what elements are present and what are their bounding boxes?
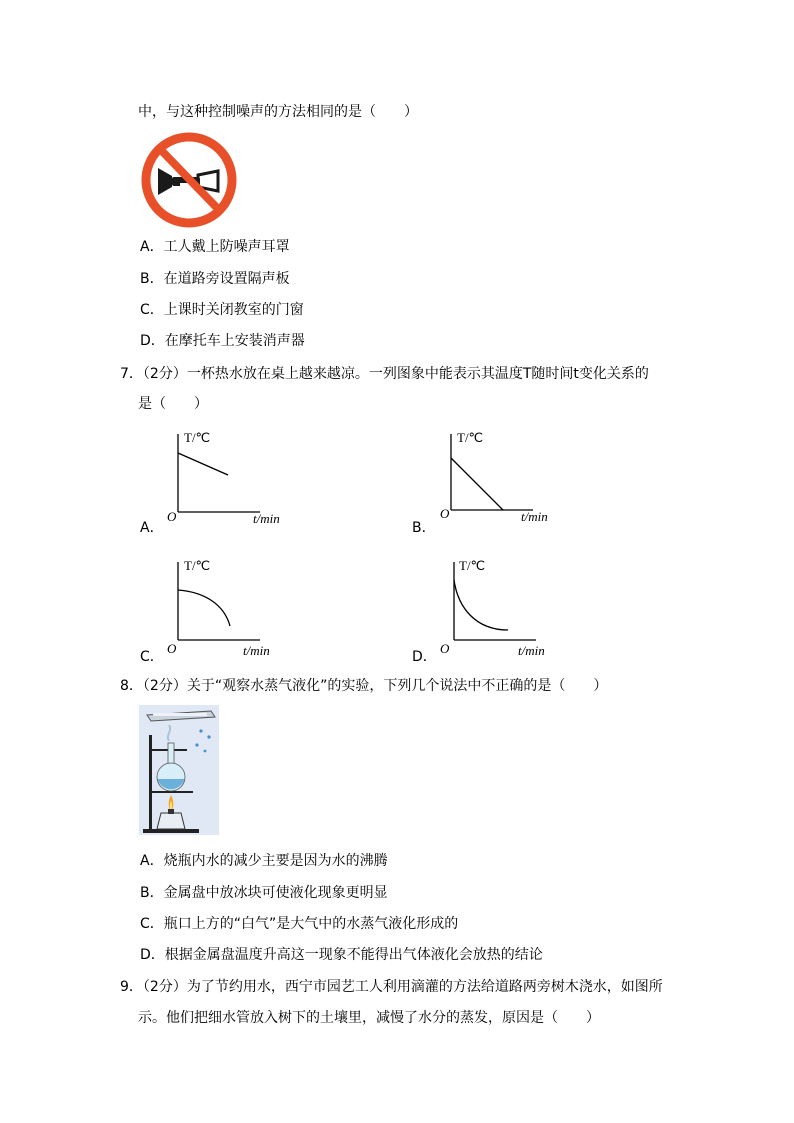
graph-c-origin: O [167, 641, 177, 656]
q6-option-c: C．上课时关闭教室的门窗 [140, 302, 304, 318]
graph-c-axes [160, 556, 280, 656]
graph-d-axes [436, 556, 556, 656]
q7-stem-line2: 是（ ） [138, 396, 208, 412]
graph-d-ylabel: T/℃ [459, 558, 486, 573]
graph-b-curve [451, 458, 503, 510]
q8-option-d: D．根据金属盘温度升高这一现象不能得出气体液化会放热的结论 [140, 947, 543, 963]
graph-a-xlabel: t/min [253, 511, 280, 526]
q6-option-d: D．在摩托车上安装消声器 [140, 333, 305, 349]
q6-option-a: A．工人戴上防噪声耳罩 [140, 239, 290, 255]
graph-d-xlabel: t/min [518, 643, 545, 658]
q8-option-a: A．烧瓶内水的减少主要是因为水的沸腾 [140, 853, 388, 869]
q9-stem-line2: 示。他们把细水管放入树下的土壤里，减慢了水分的蒸发，原因是（ ） [138, 1010, 600, 1026]
graph-a-curve [178, 453, 228, 475]
q9-stem-line1: 9．（2分）为了节约用水，西宁市园艺工人利用滴灌的方法给道路两旁树木浇水，如图所 [120, 979, 663, 995]
graph-c-xlabel: t/min [243, 643, 270, 658]
q8-option-b: B．金属盘中放冰块可使液化现象更明显 [140, 885, 388, 901]
graph-a-ylabel: T/℃ [184, 430, 211, 445]
graph-b-xlabel: t/min [521, 509, 548, 524]
graph-b-ylabel: T/℃ [457, 430, 484, 445]
graph-b-origin: O [440, 506, 450, 521]
graph-d-curve [454, 580, 508, 630]
q6-option-b: B．在道路旁设置隔声板 [140, 271, 290, 287]
q6-stem: 中，与这种控制噪声的方法相同的是（ ） [138, 104, 418, 120]
graph-b-label: B． [412, 520, 436, 536]
graph-c-ylabel: T/℃ [184, 558, 211, 573]
graph-d-label: D． [412, 649, 437, 665]
graph-a-origin: O [167, 509, 177, 524]
no-horn-sign-icon [140, 131, 238, 229]
graph-a-label: A． [140, 520, 164, 536]
graph-d-origin: O [440, 641, 450, 656]
graph-c-label: C． [140, 649, 164, 665]
flask-apparatus-icon [139, 705, 219, 835]
q7-stem-line1: 7．（2分）一杯热水放在桌上越来越凉。一列图象中能表示其温度T随时间t变化关系的 [120, 366, 649, 382]
q8-stem: 8．（2分）关于“观察水蒸气液化”的实验，下列几个说法中不正确的是（ ） [120, 678, 608, 694]
graph-c-curve [178, 590, 230, 626]
q8-option-c: C．瓶口上方的“白气”是大气中的水蒸气液化形成的 [140, 916, 459, 932]
